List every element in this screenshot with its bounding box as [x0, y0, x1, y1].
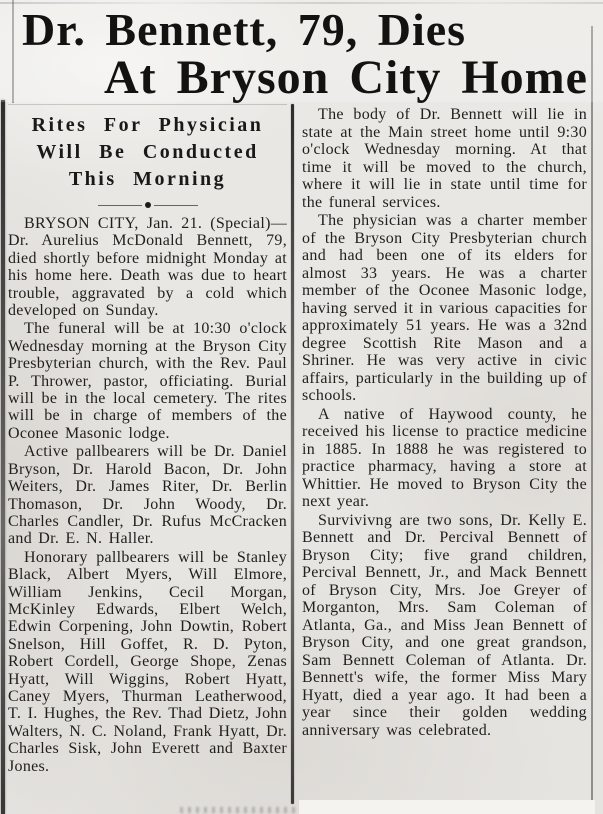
divider-ornament — [88, 202, 208, 208]
paragraph-active-pallbearers: Active pallbearers will be Dr. Daniel Bryson, Dr. Harold Bacon, Dr. John Weiters, Dr. James Riter, Dr. Berlin Thomason, Dr. John Woody, Dr. Charles Candler, Dr. Rufus McCracken and Dr. E. N. Haller. — [8, 443, 287, 548]
headline-line-2: At Bryson City Home — [104, 51, 588, 104]
left-column — [8, 104, 287, 810]
paragraph-biography: A native of Haywood county, he received his license to practice medicine in 1885. In 1888 he was registered to practice pharmacy, having a store at Whittier. He moved to Bryson City the next year. — [302, 405, 587, 510]
divider-line-left — [98, 205, 142, 206]
subhead-line-3: This Morning — [68, 168, 227, 190]
paragraph-lying-in-state: The body of Dr. Bennett will lie in state at the Main street home until 9:30 o'clock Wednesday morning. At that time it will be moved to the church, where it will lie in state until time for the funeral services. — [302, 106, 587, 211]
article-columns — [0, 102, 603, 810]
headline-line-1: Dr. Bennett, 79, Dies — [22, 4, 467, 55]
sub-headline — [8, 112, 287, 193]
subhead-line-2: Will Be Conducted — [36, 141, 259, 163]
bottom-paper-patch — [299, 800, 595, 814]
right-edge-rule — [591, 26, 593, 808]
cutoff-text-smudge — [180, 807, 295, 813]
paragraph-funeral-details: The funeral will be at 10:30 o'clock Wednesday morning at the Bryson City Presbyterian church, with the Rev. Paul P. Thrower, pastor, officiating. Burial will be in the local cemetery. The rites will be in charge of members of the Oconee Masonic lodge. — [8, 320, 287, 442]
paragraph-honorary-pallbearers: Honorary pallbearers will be Stanley Black, Albert Myers, Will Elmore, William Jenkins, Cecil Morgan, McKinley Edwards, Elbert Welch, Edwin Corpening, John Dowtin, Robert Snelson, Hill Goffet, R. D. Pyton, Robert Cordell, George Shope, Zenas Hyatt, Will Wiggins, Robert Hyatt, Caney Myers, Thurman Leatherwood, T. I. Hughes, the Rev. Thad Dietz, John Walters, N. C. Noland, Frank Hyatt, Dr. Charles Sisk, John Everett and Baxter Jones. — [8, 548, 287, 775]
divider-dot — [145, 202, 151, 208]
column-divider-rule — [291, 104, 294, 804]
paragraph-survivors: Survivivng are two sons, Dr. Kelly E. Bennett and Dr. Percival Bennett of Bryson City; five grand children, Percival Bennett, Jr., and Mack Bennett of Bryson City, Mrs. Joe Greyer of Morganton, Mrs. Sam Coleman of Atlanta, Ga., and Miss Jean Bennett of Bryson City, and one great grandson, Sam Bennett Coleman of Atlanta. Dr. Bennett's wife, the former Miss Mary Hyatt, died a year ago. It had been a year since their golden wedding anniversary was celebrated. — [302, 511, 587, 739]
article-headline — [0, 0, 603, 102]
paragraph-dateline-lead: BRYSON CITY, Jan. 21. (Special)—Dr. Aurelius McDonald Bennett, 79, died shortly before midnight Monday at his home here. Death was due to heart trouble, aggravated by a cold which developed on Sunday. — [8, 215, 287, 320]
left-edge-rule — [1, 100, 5, 814]
subhead-line-1: Rites For Physician — [31, 114, 264, 136]
right-column — [298, 104, 589, 810]
paragraph-church-masonic: The physician was a charter member of the Bryson City Presbyterian church and had been one of its elders for almost 33 years. He was a charter member of the Oconee Masonic lodge, having served it in various capacities for approximately 51 years. He was a 32nd degree Scottish Rite Mason and a Shriner. He was very active in civic affairs, particularly in the building up of schools. — [302, 212, 587, 404]
divider-line-right — [154, 205, 198, 206]
